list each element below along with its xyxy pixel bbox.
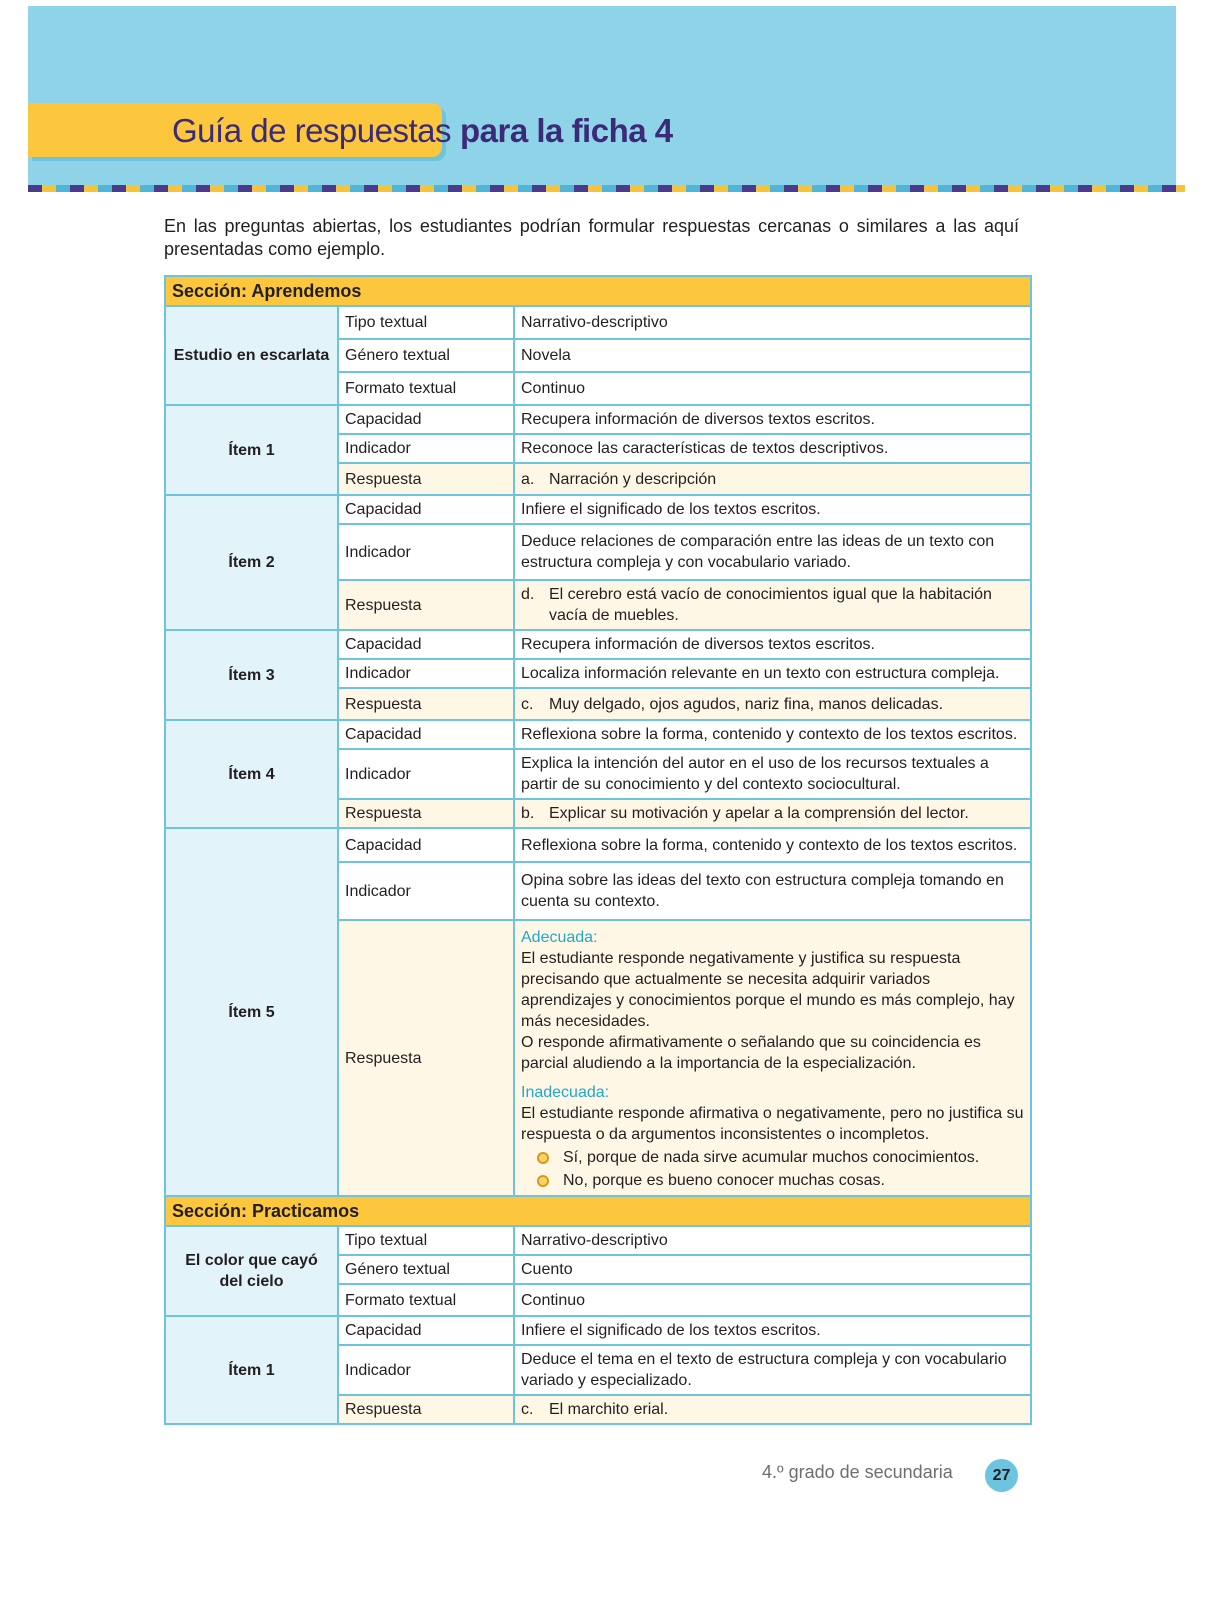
row-value <box>514 463 1031 495</box>
bullet-text: Sí, porque de nada sirve acumular muchos conocimientos. <box>563 1149 980 1166</box>
answer-text: El marchito erial. <box>549 1401 669 1418</box>
table-row <box>165 1316 1031 1345</box>
row-key: Indicador <box>338 1345 514 1395</box>
answer-guide-table <box>164 275 1032 1425</box>
adecuada-label: Adecuada: <box>521 929 598 946</box>
row-value: Opina sobre las ideas del texto con estructura compleja tomando en cuenta su contexto. <box>514 862 1031 920</box>
table-row <box>165 1226 1031 1255</box>
inadecuada-text: El estudiante responde afirmativa o negativamente, pero no justifica su respuesta o da argumentos inconsistentes o incompletos. <box>521 1105 1024 1143</box>
row-key: Tipo textual <box>338 1226 514 1255</box>
decorative-stripe <box>28 185 1185 192</box>
table-row <box>165 828 1031 862</box>
answer-letter: d. <box>521 586 535 603</box>
row-key: Respuesta <box>338 580 514 630</box>
group-label: Ítem 5 <box>165 828 338 1196</box>
list-item <box>521 1170 1024 1191</box>
row-key: Respuesta <box>338 688 514 720</box>
adecuada-text-alt: O responde afirmativamente o señalando que su coincidencia es parcial aludiendo a la importancia de la especialización. <box>521 1034 981 1072</box>
answer-letter: c. <box>521 695 534 713</box>
row-value: Narrativo-descriptivo <box>514 1226 1031 1255</box>
page-subtitle: para la ficha 4 <box>460 112 673 149</box>
bullet-icon <box>537 1152 549 1164</box>
group-label: Ítem 3 <box>165 630 338 720</box>
row-key: Tipo textual <box>338 306 514 339</box>
header-banner <box>28 6 1176 188</box>
row-key: Respuesta <box>338 463 514 495</box>
row-value <box>514 920 1031 1196</box>
answer-letter: c. <box>521 1401 534 1418</box>
answer-text: Muy delgado, ojos agudos, nariz fina, manos delicadas. <box>549 695 944 713</box>
answer-text: Narración y descripción <box>549 470 717 488</box>
row-key: Respuesta <box>338 1395 514 1424</box>
row-value: Deduce el tema en el texto de estructura compleja y con vocabulario variado y especializado. <box>514 1345 1031 1395</box>
group-label: Estudio en escarlata <box>165 306 338 405</box>
section-title: Sección: Aprendemos <box>165 276 1031 306</box>
row-key: Respuesta <box>338 920 514 1196</box>
row-key: Indicador <box>338 862 514 920</box>
row-value: Localiza información relevante en un texto con estructura compleja. <box>514 659 1031 688</box>
row-value <box>514 688 1031 720</box>
inadecuada-label: Inadecuada: <box>521 1084 610 1101</box>
row-value <box>514 799 1031 828</box>
adecuada-text: El estudiante responde negativamente y justifica su respuesta precisando que actualmente se necesita adquirir variados aprendizajes y conocimientos porque el mundo es más complejo, hay más necesidades. <box>521 950 1015 1030</box>
row-value: Continuo <box>514 1284 1031 1316</box>
section-header-row <box>165 276 1031 306</box>
answer-letter: b. <box>521 805 535 822</box>
row-key: Formato textual <box>338 1284 514 1316</box>
section-title: Sección: Practicamos <box>165 1196 1031 1226</box>
row-value: Recupera información de diversos textos escritos. <box>514 405 1031 434</box>
page-title: Guía de respuestas <box>172 112 452 149</box>
row-value: Narrativo-descriptivo <box>514 306 1031 339</box>
intro-paragraph: En las preguntas abiertas, los estudiantes podrían formular respuestas cercanas o similares a las aquí presentadas como ejemplo. <box>164 216 1019 259</box>
group-label: El color que cayó del cielo <box>165 1226 338 1316</box>
group-label: Ítem 1 <box>165 1316 338 1424</box>
page-number: 27 <box>985 1459 1018 1492</box>
section-header-row <box>165 1196 1031 1226</box>
row-value: Reflexiona sobre la forma, contenido y contexto de los textos escritos. <box>514 720 1031 749</box>
table-row <box>165 630 1031 659</box>
row-value: Continuo <box>514 372 1031 405</box>
row-key: Capacidad <box>338 828 514 862</box>
bullet-icon <box>537 1175 549 1187</box>
answer-letter: a. <box>521 470 535 488</box>
row-key: Capacidad <box>338 720 514 749</box>
row-value: Reflexiona sobre la forma, contenido y contexto de los textos escritos. <box>514 828 1031 862</box>
footer-grade: 4.º grado de secundaria <box>762 1462 953 1482</box>
table-row <box>165 720 1031 749</box>
row-key: Formato textual <box>338 372 514 405</box>
row-value: Reconoce las características de textos descriptivos. <box>514 434 1031 463</box>
row-key: Respuesta <box>338 799 514 828</box>
table-row <box>165 405 1031 434</box>
row-value: Deduce relaciones de comparación entre las ideas de un texto con estructura compleja y con vocabulario variado. <box>514 524 1031 580</box>
table-row <box>165 306 1031 339</box>
row-key: Indicador <box>338 659 514 688</box>
row-key: Género textual <box>338 1255 514 1284</box>
answer-text: Explicar su motivación y apelar a la comprensión del lector. <box>549 805 969 822</box>
row-value: Recupera información de diversos textos escritos. <box>514 630 1031 659</box>
row-value <box>514 580 1031 630</box>
table-row <box>165 495 1031 524</box>
row-key: Género textual <box>338 339 514 372</box>
group-label: Ítem 4 <box>165 720 338 828</box>
row-key: Indicador <box>338 434 514 463</box>
group-label: Ítem 2 <box>165 495 338 630</box>
row-key: Capacidad <box>338 630 514 659</box>
row-value <box>514 1395 1031 1424</box>
row-value: Infiere el significado de los textos escritos. <box>514 1316 1031 1345</box>
row-value: Novela <box>514 339 1031 372</box>
row-value: Explica la intención del autor en el uso de los recursos textuales a partir de su conocimiento y del contexto sociocultural. <box>514 749 1031 799</box>
row-key: Indicador <box>338 749 514 799</box>
answer-text: El cerebro está vacío de conocimientos igual que la habitación vacía de muebles. <box>549 586 992 624</box>
bullet-text: No, porque es bueno conocer muchas cosas. <box>563 1172 885 1189</box>
row-key: Capacidad <box>338 405 514 434</box>
row-key: Capacidad <box>338 495 514 524</box>
group-label: Ítem 1 <box>165 405 338 495</box>
row-key: Indicador <box>338 524 514 580</box>
row-value: Cuento <box>514 1255 1031 1284</box>
list-item <box>521 1147 1024 1168</box>
row-value: Infiere el significado de los textos escritos. <box>514 495 1031 524</box>
row-key: Capacidad <box>338 1316 514 1345</box>
